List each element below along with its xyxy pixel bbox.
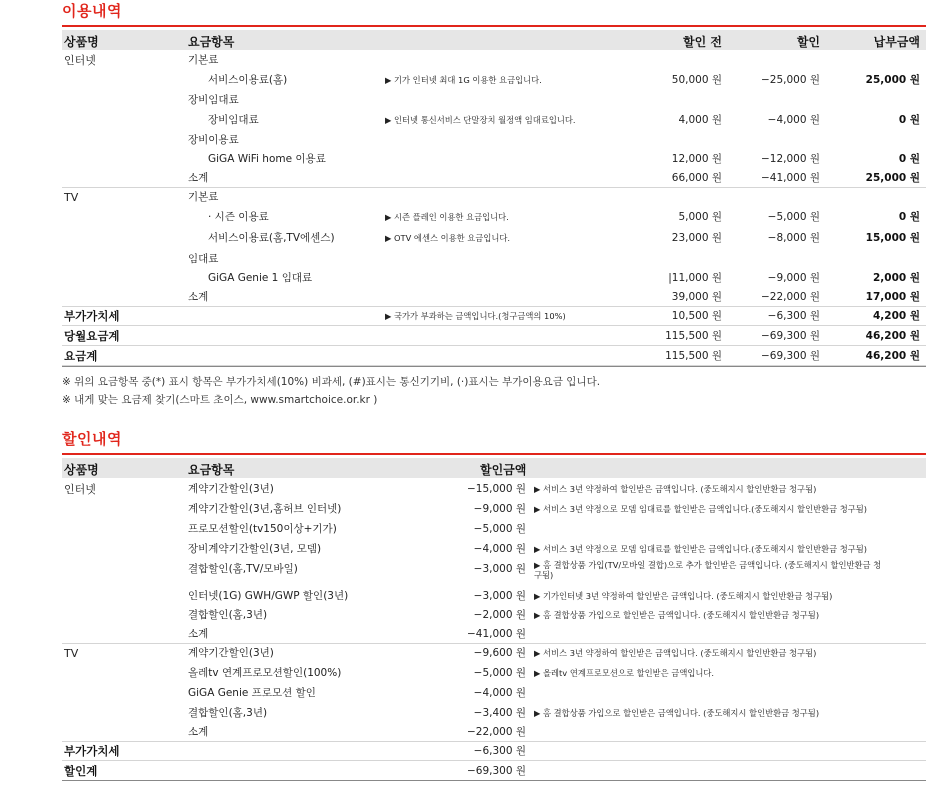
discount-amount: −2,000 원 (473, 609, 526, 621)
header-product: 상품명 (64, 35, 99, 49)
discount-row (62, 723, 926, 742)
usage-row (62, 131, 926, 150)
header-item: 요금항목 (188, 35, 235, 49)
usage-product: TV (64, 191, 79, 204)
usage-product: 요금계 (64, 349, 98, 363)
discount-title-underline (62, 453, 926, 455)
usage-product: 당월요금계 (64, 329, 120, 343)
row-divider (62, 760, 926, 761)
discount-amount: −5,000 원 (473, 667, 526, 679)
usage-before-amount: 66,000 원 (671, 172, 722, 184)
usage-row (62, 111, 926, 130)
usage-item: 소계 (188, 172, 209, 184)
usage-description: ▶ 인터넷 통신서비스 단말장치 월정액 임대료입니다. (385, 115, 576, 125)
discount-description: ▶ 서비스 3년 약정으로 모뎀 임대료를 할인받은 금액입니다.(중도해지시 할인반환금 청구됨) (534, 504, 868, 514)
discount-amount: −3,000 원 (473, 563, 526, 575)
usage-discount-amount: −12,000 원 (760, 153, 820, 165)
discount-product: 부가가치세 (64, 744, 120, 758)
usage-pay-amount: 25,000 원 (865, 74, 920, 86)
usage-before-amount: 5,000 원 (678, 211, 722, 223)
usage-item: 장비임대료 (208, 114, 259, 126)
discount-amount: −4,000 원 (473, 687, 526, 699)
usage-item: · 시즌 이용료 (208, 211, 269, 223)
header-pay: 납부금액 (873, 35, 920, 49)
usage-row (62, 288, 926, 307)
usage-discount-amount: −9,000 원 (767, 272, 820, 284)
usage-row (62, 250, 926, 269)
usage-row (62, 269, 926, 288)
discount-row (62, 480, 926, 499)
discount-row (62, 684, 926, 703)
discount-amount: −15,000 원 (466, 483, 526, 495)
discount-amount: −69,300 원 (466, 765, 526, 777)
discount-row (62, 742, 926, 761)
discount-table-header (62, 458, 926, 478)
usage-before-amount: 115,500 원 (665, 350, 722, 362)
usage-discount-amount: −69,300 원 (760, 350, 820, 362)
discount-item: GiGA Genie 프로모션 할인 (188, 687, 316, 699)
usage-pay-amount: 46,200 원 (865, 330, 920, 342)
usage-row (62, 91, 926, 110)
discount-amount: −41,000 원 (466, 628, 526, 640)
header-before: 할인 전 (683, 35, 722, 49)
row-divider (62, 345, 926, 346)
discount-section-title: 할인내역 (62, 430, 122, 448)
discount-description: ▶ 기가인터넷 3년 약정하여 할인받은 금액입니다. (중도해지시 할인반환금 청구됨) (534, 591, 833, 601)
discount-item: 결합할인(홈,3년) (188, 609, 268, 621)
usage-discount-amount: −25,000 원 (760, 74, 820, 86)
discount-item: 올레tv 연계프로모션할인(100%) (188, 667, 342, 679)
usage-before-amount: 50,000 원 (671, 74, 722, 86)
usage-note-1: ※ 위의 요금항목 중(*) 표시 항목은 부가가치세(10%) 비과세, (#)표시는 통신기기비, (·)표시는 부가이용요금 입니다. (62, 376, 601, 388)
usage-product: 부가가치세 (64, 309, 120, 323)
discount-row (62, 606, 926, 625)
usage-item: 서비스이용료(홈,TV에센스) (208, 232, 335, 244)
usage-row (62, 208, 926, 227)
discount-row (62, 762, 926, 781)
discount-product: TV (64, 647, 79, 660)
discount-amount: −9,000 원 (473, 503, 526, 515)
discount-amount: −3,000 원 (473, 590, 526, 602)
discount-item: 프로모션할인(tv150이상+기가) (188, 523, 337, 535)
discount-item: 계약기간할인(3년,홈허브 인터넷) (188, 503, 342, 515)
usage-row (62, 307, 926, 326)
discount-item: 소계 (188, 628, 209, 640)
usage-item: 소계 (188, 291, 209, 303)
discount-amount: −22,000 원 (466, 726, 526, 738)
usage-discount-amount: −8,000 원 (767, 232, 820, 244)
row-divider (62, 741, 926, 742)
usage-discount-amount: −69,300 원 (760, 330, 820, 342)
discount-row (62, 644, 926, 663)
discount-description: ▶ 서비스 3년 약정으로 모뎀 임대료를 할인받은 금액입니다.(중도해지시 할인반환금 청구됨) (534, 544, 868, 554)
discount-row (62, 520, 926, 539)
usage-row (62, 71, 926, 90)
usage-discount-amount: −6,300 원 (767, 310, 820, 322)
usage-row (62, 150, 926, 169)
usage-discount-amount: −41,000 원 (760, 172, 820, 184)
usage-description: ▶ OTV 에센스 이용한 요금입니다. (385, 233, 511, 243)
usage-pay-amount: 25,000 원 (865, 172, 920, 184)
usage-item: 장비이용료 (188, 134, 239, 146)
usage-item: GiGA Genie 1 임대료 (208, 272, 313, 284)
usage-item: GiGA WiFi home 이용료 (208, 153, 326, 165)
usage-before-amount: 10,500 원 (671, 310, 722, 322)
discount-item: 결합할인(홈,3년) (188, 707, 268, 719)
usage-pay-amount: 15,000 원 (865, 232, 920, 244)
discount-row (62, 587, 926, 606)
discount-row (62, 704, 926, 723)
usage-before-amount: 23,000 원 (671, 232, 722, 244)
usage-row (62, 188, 926, 207)
discount-description: ▶ 올레tv 연계프로모션으로 할인받은 금액입니다. (534, 668, 715, 678)
usage-row (62, 229, 926, 248)
discount-product: 할인계 (64, 764, 98, 778)
usage-item: 장비임대료 (188, 94, 239, 106)
discount-header-amount: 할인금액 (480, 463, 527, 477)
discount-row (62, 625, 926, 644)
usage-pay-amount: 2,000 원 (872, 272, 920, 284)
usage-item: 기본료 (188, 54, 219, 66)
usage-description: ▶ 시즌 플레인 이용한 요금입니다. (385, 212, 509, 222)
usage-pay-amount: 17,000 원 (865, 291, 920, 303)
discount-row (62, 500, 926, 519)
row-divider (62, 325, 926, 326)
discount-amount: −3,400 원 (473, 707, 526, 719)
usage-pay-amount: 0 원 (898, 153, 920, 165)
usage-table-header (62, 30, 926, 50)
usage-description: ▶ 국가가 부과하는 금액입니다.(청구금액의 10%) (385, 311, 566, 321)
usage-pay-amount: 0 원 (898, 211, 920, 223)
usage-before-amount: 115,500 원 (665, 330, 722, 342)
row-divider (62, 366, 926, 367)
usage-row (62, 51, 926, 70)
usage-before-amount: 12,000 원 (671, 153, 722, 165)
discount-amount: −4,000 원 (473, 543, 526, 555)
discount-description: ▶ 서비스 3년 약정하여 할인받은 금액입니다. (중도해지시 할인반환금 청구됨) (534, 484, 817, 494)
discount-item: 결합할인(홈,TV/모바일) (188, 563, 298, 575)
usage-note-2: ※ 내게 맞는 요금제 찾기(스마트 초이스, www.smartchoice.or.kr ) (62, 394, 378, 406)
discount-description: ▶ 홈 결합상품 가입으로 할인받은 금액입니다. (중도해지시 할인반환금 청구됨) (534, 610, 820, 620)
discount-row (62, 664, 926, 683)
usage-description: ▶ 기가 인터넷 최대 1G 이용한 요금입니다. (385, 75, 542, 85)
usage-pay-amount: 0 원 (898, 114, 920, 126)
discount-description: ▶ 서비스 3년 약정하여 할인받은 금액입니다. (중도해지시 할인반환금 청구됨) (534, 648, 817, 658)
discount-description-cont: 구됨) (534, 570, 554, 580)
row-divider (62, 643, 926, 644)
usage-row (62, 169, 926, 188)
usage-before-amount: |11,000 원 (668, 272, 722, 284)
discount-item: 계약기간할인(3년) (188, 647, 274, 659)
usage-row (62, 327, 926, 346)
usage-product: 인터넷 (64, 54, 96, 67)
discount-amount: −9,600 원 (473, 647, 526, 659)
discount-item: 인터넷(1G) GWH/GWP 할인(3년) (188, 590, 349, 602)
usage-item: 서비스이용료(홈) (208, 74, 288, 86)
discount-description: ▶ 홈 결합상품 가입(TV/모바일 결합)으로 추가 할인받은 금액입니다. (중도해지시 할인반환금 청 (534, 560, 882, 570)
discount-row (62, 560, 926, 584)
discount-description: ▶ 홈 결합상품 가입으로 할인받은 금액입니다. (중도해지시 할인반환금 청구됨) (534, 708, 820, 718)
discount-amount: −5,000 원 (473, 523, 526, 535)
discount-item: 계약기간할인(3년) (188, 483, 274, 495)
usage-before-amount: 39,000 원 (671, 291, 722, 303)
usage-discount-amount: −4,000 원 (767, 114, 820, 126)
row-divider (62, 306, 926, 307)
usage-before-amount: 4,000 원 (678, 114, 722, 126)
usage-section-title: 이용내역 (62, 2, 122, 20)
discount-header-item: 요금항목 (188, 463, 235, 477)
usage-title-underline (62, 25, 926, 27)
header-discount: 할인 (796, 35, 820, 49)
row-divider (62, 187, 926, 188)
usage-item: 임대료 (188, 253, 219, 265)
usage-item: 기본료 (188, 191, 219, 203)
usage-pay-amount: 46,200 원 (865, 350, 920, 362)
discount-header-product: 상품명 (64, 463, 99, 477)
discount-amount: −6,300 원 (473, 745, 526, 757)
discount-item: 소계 (188, 726, 209, 738)
row-divider (62, 780, 926, 781)
usage-pay-amount: 4,200 원 (872, 310, 920, 322)
usage-row (62, 347, 926, 366)
usage-discount-amount: −22,000 원 (760, 291, 820, 303)
discount-item: 장비계약기간할인(3년, 모뎀) (188, 543, 322, 555)
discount-product: 인터넷 (64, 483, 96, 496)
usage-discount-amount: −5,000 원 (767, 211, 820, 223)
